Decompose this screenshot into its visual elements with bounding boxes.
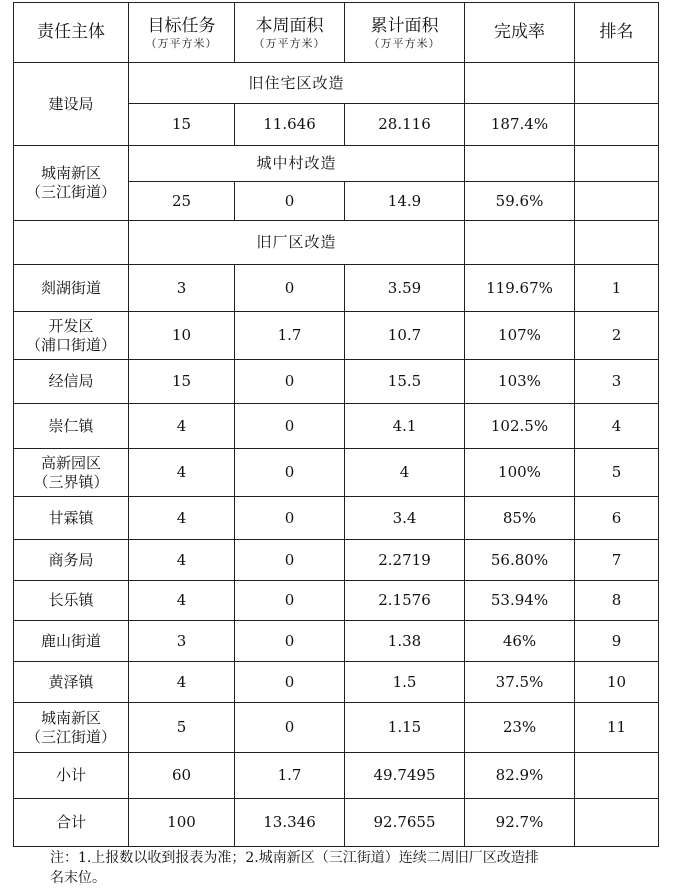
subtotal-row (14, 753, 659, 799)
week-cell: 0 (235, 621, 345, 662)
section2-name-line2: （三江街道） (25, 183, 116, 201)
table-row (14, 497, 659, 540)
week-cell: 0 (235, 182, 345, 221)
responsible-line1: 崇仁镇 (48, 416, 94, 435)
responsible-line1: 甘霖镇 (48, 508, 94, 527)
rank-cell: 5 (575, 449, 659, 497)
empty-cell (465, 63, 575, 104)
responsible-cell (14, 540, 129, 581)
target-cell: 60 (129, 753, 235, 799)
week-cell: 0 (235, 581, 345, 621)
header-total-unit: （万平方米） (368, 36, 441, 50)
rank-cell: 7 (575, 540, 659, 581)
header-week-unit: （万平方米） (253, 36, 326, 50)
total-cell: 2.1576 (345, 581, 465, 621)
responsible-line1: 剡湖街道 (40, 278, 101, 297)
total-cell: 3.59 (345, 265, 465, 312)
header-week (235, 3, 345, 63)
responsible-line2: （三江街道） (25, 727, 116, 746)
responsible-cell (14, 312, 129, 360)
responsible-line1: 城南新区 (40, 708, 101, 727)
rate-cell: 56.80% (465, 540, 575, 581)
responsible-cell (14, 581, 129, 621)
target-cell: 100 (129, 799, 235, 847)
target-cell: 3 (129, 265, 235, 312)
header-responsible: 责任主体 (14, 3, 129, 63)
responsible-line1: 经信局 (48, 372, 94, 390)
rate-cell: 37.5% (465, 662, 575, 703)
rate-cell: 46% (465, 621, 575, 662)
header-target (129, 3, 235, 63)
table-row (14, 662, 659, 703)
section1-name: 建设局 (14, 63, 129, 146)
responsible-line1: 长乐镇 (48, 591, 94, 609)
table-row (14, 449, 659, 497)
table-row (14, 581, 659, 621)
responsible-cell (14, 662, 129, 703)
rank-cell: 9 (575, 621, 659, 662)
total-cell: 4 (345, 449, 465, 497)
responsible-line1: 鹿山街道 (40, 631, 101, 650)
rank-cell: 10 (575, 662, 659, 703)
rate-cell: 100% (465, 449, 575, 497)
table-row (14, 703, 659, 753)
footnote-line2: 名末位。 (50, 870, 106, 886)
empty-cell (465, 146, 575, 182)
total-cell: 1.38 (345, 621, 465, 662)
responsible-cell (14, 265, 129, 312)
total-cell: 14.9 (345, 182, 465, 221)
empty-cell (575, 221, 659, 265)
week-cell: 1.7 (235, 312, 345, 360)
section3-title: 旧厂区改造 (129, 221, 465, 265)
week-cell: 13.346 (235, 799, 345, 847)
section2-name-line1: 城南新区 (40, 164, 101, 182)
subtotal-label: 小计 (14, 753, 129, 799)
table-row (14, 621, 659, 662)
responsible-line1: 商务局 (48, 550, 94, 569)
section2-title: 城中村改造 (129, 146, 465, 182)
week-cell: 11.646 (235, 104, 345, 146)
table-row (14, 360, 659, 404)
rate-cell: 92.7% (465, 799, 575, 847)
empty-cell (14, 221, 129, 265)
rate-cell: 102.5% (465, 404, 575, 449)
week-cell: 0 (235, 404, 345, 449)
responsible-line2: （三界镇） (33, 472, 109, 491)
responsible-cell (14, 703, 129, 753)
responsible-line1: 黄泽镇 (48, 672, 94, 691)
target-cell: 4 (129, 540, 235, 581)
rate-cell: 187.4% (465, 104, 575, 146)
header-row (14, 3, 659, 63)
responsible-line2: （浦口街道） (25, 335, 116, 354)
responsible-line1: 开发区 (48, 316, 94, 335)
target-cell: 4 (129, 662, 235, 703)
total-cell: 2.2719 (345, 540, 465, 581)
total-cell: 49.7495 (345, 753, 465, 799)
grandtotal-row (14, 799, 659, 847)
section2-title-row (14, 146, 659, 182)
target-cell: 4 (129, 449, 235, 497)
empty-cell (575, 146, 659, 182)
table-row (14, 404, 659, 449)
renovation-progress-table (13, 2, 659, 847)
header-rank: 排名 (575, 3, 659, 63)
week-cell: 1.7 (235, 753, 345, 799)
responsible-cell (14, 360, 129, 404)
rate-cell: 53.94% (465, 581, 575, 621)
rank-cell (575, 799, 659, 847)
rate-cell: 59.6% (465, 182, 575, 221)
target-cell: 5 (129, 703, 235, 753)
total-cell: 10.7 (345, 312, 465, 360)
week-cell: 0 (235, 265, 345, 312)
responsible-cell (14, 621, 129, 662)
table-row (14, 312, 659, 360)
rate-cell: 85% (465, 497, 575, 540)
header-target-unit: （万平方米） (145, 36, 218, 50)
rank-cell: 1 (575, 265, 659, 312)
rate-cell: 107% (465, 312, 575, 360)
week-cell: 0 (235, 703, 345, 753)
rank-cell: 4 (575, 404, 659, 449)
responsible-cell (14, 404, 129, 449)
total-cell: 4.1 (345, 404, 465, 449)
target-cell: 3 (129, 621, 235, 662)
section1-title: 旧住宅区改造 (129, 63, 465, 104)
rate-cell: 103% (465, 360, 575, 404)
rank-cell: 11 (575, 703, 659, 753)
total-cell: 1.5 (345, 662, 465, 703)
rank-cell (575, 182, 659, 221)
rank-cell: 6 (575, 497, 659, 540)
week-cell: 0 (235, 540, 345, 581)
responsible-cell (14, 449, 129, 497)
responsible-line1: 高新园区 (40, 453, 101, 472)
empty-cell (575, 63, 659, 104)
rate-cell: 82.9% (465, 753, 575, 799)
rank-cell: 3 (575, 360, 659, 404)
total-cell: 92.7655 (345, 799, 465, 847)
table-row (14, 265, 659, 312)
footnote (50, 848, 680, 888)
section3-title-row (14, 221, 659, 265)
rate-cell: 23% (465, 703, 575, 753)
target-cell: 25 (129, 182, 235, 221)
table-row (14, 540, 659, 581)
week-cell: 0 (235, 360, 345, 404)
target-cell: 10 (129, 312, 235, 360)
footnote-line1: 注：1.上报数以收到报表为准；2.城南新区（三江街道）连续二周旧厂区改造排 (50, 850, 539, 866)
rank-cell: 8 (575, 581, 659, 621)
empty-cell (465, 221, 575, 265)
header-total (345, 3, 465, 63)
target-cell: 15 (129, 360, 235, 404)
grandtotal-label: 合计 (14, 799, 129, 847)
header-total-label: 累计面积 (370, 15, 439, 36)
rank-cell: 2 (575, 312, 659, 360)
rank-cell (575, 104, 659, 146)
responsible-cell (14, 497, 129, 540)
ranked-rows (14, 265, 659, 753)
week-cell: 0 (235, 662, 345, 703)
target-cell: 15 (129, 104, 235, 146)
total-cell: 3.4 (345, 497, 465, 540)
header-week-label: 本周面积 (255, 15, 324, 36)
header-rate: 完成率 (465, 3, 575, 63)
target-cell: 4 (129, 497, 235, 540)
week-cell: 0 (235, 497, 345, 540)
header-target-label: 目标任务 (147, 15, 216, 36)
rate-cell: 119.67% (465, 265, 575, 312)
week-cell: 0 (235, 449, 345, 497)
target-cell: 4 (129, 581, 235, 621)
section2-name (14, 146, 129, 221)
total-cell: 15.5 (345, 360, 465, 404)
target-cell: 4 (129, 404, 235, 449)
total-cell: 28.116 (345, 104, 465, 146)
rank-cell (575, 753, 659, 799)
section1-title-row (14, 63, 659, 104)
total-cell: 1.15 (345, 703, 465, 753)
